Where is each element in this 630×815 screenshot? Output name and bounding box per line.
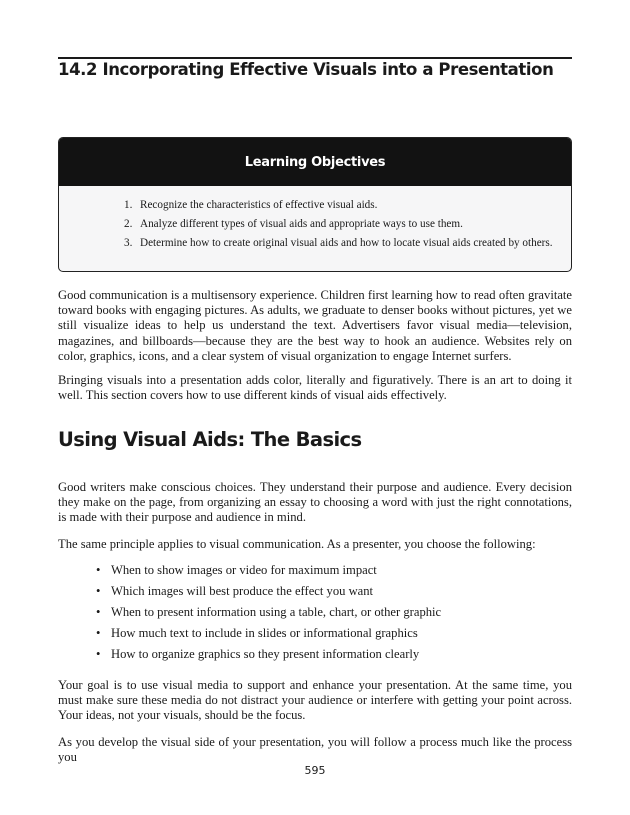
- learning-objectives-box: [58, 137, 572, 272]
- subsection-title: Using Visual Aids: The Basics: [58, 428, 362, 451]
- learning-objectives-header: Learning Objectives: [59, 138, 571, 186]
- section-title: 14.2 Incorporating Effective Visuals into a Presentation: [58, 60, 554, 79]
- bullet-text: How to organize graphics so they present information clearly: [111, 647, 420, 661]
- body-paragraph: The same principle applies to visual communication. As a presenter, you choose the following:: [58, 537, 536, 551]
- objective-text: Analyze different types of visual aids and appropriate ways to use them.: [140, 218, 463, 230]
- top-rule-divider: [58, 57, 572, 59]
- bullet-item: [96, 584, 441, 605]
- objective-number: 1.: [124, 199, 133, 211]
- body-paragraph: Your goal is to use visual media to support and enhance your presentation. At the same time, you must make sure these media do not distract your audience or interfere with getting your point across. Your ideas, not your visuals, should be the focus.: [58, 678, 572, 723]
- objective-item: [124, 196, 571, 215]
- bullet-text: How much text to include in slides or informational graphics: [111, 626, 418, 640]
- bullet-item: [96, 626, 441, 647]
- objective-item: [124, 234, 571, 253]
- objective-number: 3.: [124, 237, 133, 249]
- bullet-text: When to present information using a table, chart, or other graphic: [111, 605, 442, 619]
- choices-bullet-list: [96, 563, 441, 668]
- bullet-item: [96, 563, 441, 584]
- bullet-item: [96, 647, 441, 668]
- objective-item: [124, 215, 571, 234]
- objective-number: 2.: [124, 218, 133, 230]
- bullet-text: Which images will best produce the effect you want: [111, 584, 374, 598]
- objective-text: Recognize the characteristics of effective visual aids.: [140, 199, 378, 211]
- bullet-icon: •: [96, 584, 101, 598]
- objective-text: Determine how to create original visual aids and how to locate visual aids created by others.: [140, 237, 553, 249]
- intro-paragraph: Bringing visuals into a presentation adds color, literally and figuratively. There is an art to doing it well. This section covers how to use different kinds of visual aids effectively.: [58, 373, 572, 403]
- learning-objectives-list: [59, 186, 571, 253]
- bullet-icon: •: [96, 647, 101, 661]
- page-number: 595: [304, 764, 326, 777]
- body-paragraph: As you develop the visual side of your presentation, you will follow a process much like the process you: [58, 735, 572, 765]
- bullet-icon: •: [96, 605, 101, 619]
- bullet-icon: •: [96, 626, 101, 640]
- bullet-icon: •: [96, 563, 101, 577]
- intro-paragraph: Good communication is a multisensory experience. Children first learning how to read often gravitate toward books with engaging pictures. As adults, we graduate to denser books without pictures, yet we still visualize ideas to help us understand the text. Advertisers favor visual media—television, magazines, and billboards—because they are the best way to hook an audience. Websites rely on color, graphics, icons, and a clear system of visual organization to engage Internet surfers.: [58, 288, 572, 363]
- bullet-text: When to show images or video for maximum impact: [111, 563, 377, 577]
- bullet-item: [96, 605, 441, 626]
- body-paragraph: Good writers make conscious choices. They understand their purpose and audience. Every decision they make on the page, from organizing an essay to choosing a word with just the right connotations, is made with their purpose and audience in mind.: [58, 480, 572, 525]
